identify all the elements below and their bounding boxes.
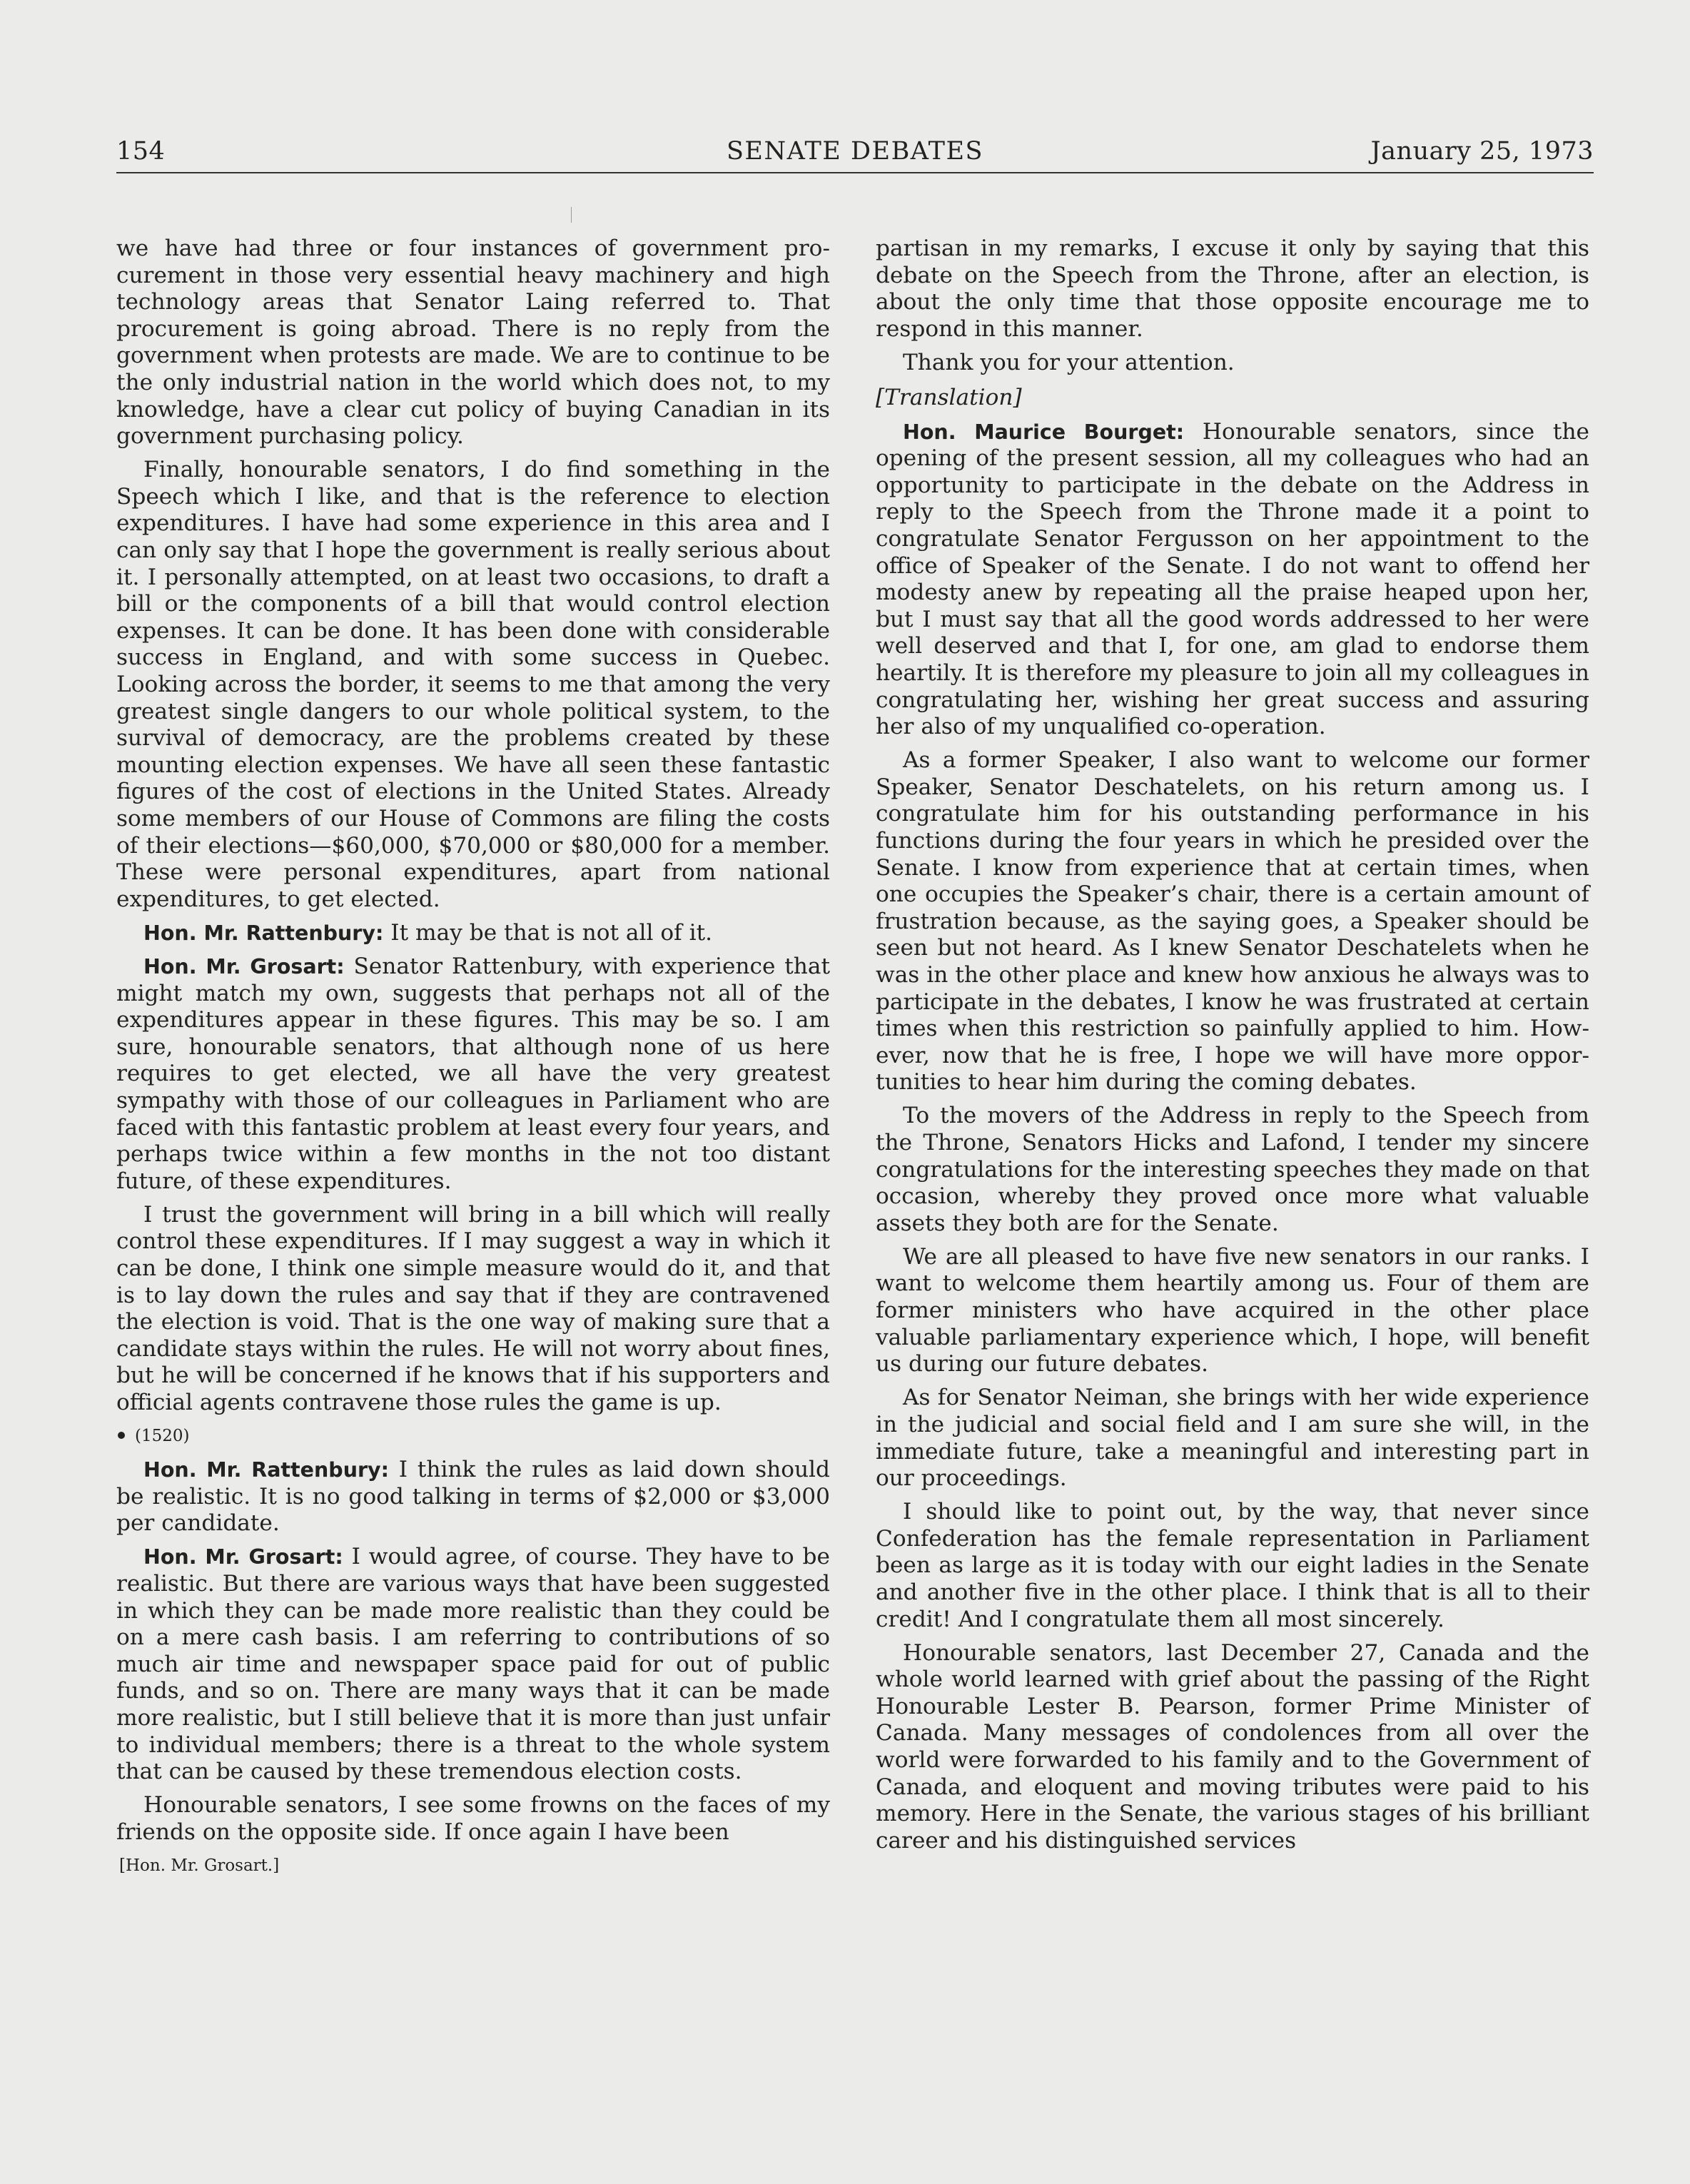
paragraph: Finally, honourable senators, I do find something in the Speech which I like, and that is the reference to election expenditures. I have had some experience in this area and I can only say that I hope the government is really serious about it. I personally attempted, on at least two occasions, to draft a bill or the components of a bill that would control election expenses. It can be done. It has been done with considerable success in England, and with some success in Quebec. Looking across the border, it seems to me that among the very greatest single dangers to our whole political system, to the survival of democracy, are the problems created by these mounting election expenses. We have all seen these fantastic figures of the cost of elections in the United States. Already some members of our House of Commons are filing the costs of their elections—$60,000, $70,000 or $80,000 for a member. These were personal expenditures, apart from national expenditures, to get elected. [116, 457, 830, 912]
speech-paragraph [116, 1457, 830, 1537]
paragraph: Honourable senators, I see some frowns on the faces of my friends on the opposite side. If once again I have been [116, 1792, 830, 1845]
speaker-name: Hon. Mr. Grosart: [143, 954, 345, 979]
header-rule [116, 172, 1594, 173]
speech-text: Honourable senators, since the opening of the present session, all my colleagues who had an opportunity to participate in the debate on the Address in reply to the Speech from the Throne made it a point to congratulate Senator Fergusson on her appointment to the office of Speaker of the Senate. I do not want to offend her modesty anew by repeating all the praise heaped upon her, but I must say that all the good words addressed to her were well deserved and that I, for one, am glad to endorse them heartily. It is therefore my pleasure to join all my colleagues in congratulating her, wishing her great success and assuring her also of my unqualified co-operation. [876, 418, 1589, 740]
speaker-attribution: [Hon. Mr. Grosart.] [119, 1856, 280, 1876]
speech-paragraph [116, 1544, 830, 1785]
speech-paragraph [116, 920, 830, 947]
speaker-name: Hon. Mr. Rattenbury: [143, 1458, 390, 1482]
paragraph: Honourable senators, last December 27, Canada and the whole world learned with grief about the passing of the Right Honourable Lester B. Pearson, former Prime Minister of Canada. Many messages of condolences from all over the world were forwarded to his family and to the Government of Canada, and eloquent and moving tributes were paid to his memory. Here in the Senate, the various stages of his brilliant career and his distinguished services [876, 1639, 1589, 1854]
time-marker-text: (1520) [135, 1427, 190, 1446]
scan-mark [571, 207, 572, 223]
speech-text: It may be that is not all of it. [390, 919, 713, 946]
paragraph: I should like to point out, by the way, that never since Confederation has the female representation in Parliament been as large as it is today with our eight ladies in the Senate and another five in the other place. I think that is all to their credit! And I congratulate them all most sincerely. [876, 1499, 1589, 1632]
speech-paragraph [116, 954, 830, 1195]
paragraph: As a former Speaker, I also want to welcome our former Speaker, Senator Deschatelets, on his return among us. I congratulate him for his outstanding performance in his functions during the four years in which he presided over the Senate. I know from experience that at certain times, when one occupies the Speaker’s chair, there is a certain amount of frustration because, as the saying goes, a Speaker should be seen but not heard. As I knew Senator Deschatelets when he was in the other place and knew how anxious he always was to participate in the debates, I know he was frustrated at certain times when this restriction so painfully applied to him. However, now that he is free, I hope we will have more opportunities to hear him during the coming debates. [876, 747, 1589, 1096]
paragraph: partisan in my remarks, I excuse it only by saying that this debate on the Speech from the Throne, after an election, is about the only time that those opposite encourage me to respond in this manner. [876, 236, 1589, 342]
paragraph: To the movers of the Address in reply to the Speech from the Throne, Senators Hicks and Lafond, I tender my sincere congratulations for the interesting speeches they made on that occasion, whereby they proved once more what valuable assets they both are for the Senate. [876, 1103, 1589, 1236]
left-column [116, 236, 830, 1887]
speech-text: Senator Rattenbury, with experience that might match my own, suggests that perhaps not all of the expenditures appear in these figures. This may be so. I am sure, honourable senators, that although none of us here requires to get elected, we all have the very greatest sympathy with those of our colleagues in Parliament who are faced with this fantastic problem at least every four years, and perhaps twice within a few months in the not too distant future, of these expenditures. [116, 953, 830, 1194]
page-header [116, 137, 1594, 174]
paragraph: Thank you for your attention. [903, 349, 1235, 375]
time-marker [118, 1423, 830, 1450]
translation-marker: [Translation] [876, 385, 1022, 411]
speaker-name: Hon. Mr. Rattenbury: [143, 921, 384, 945]
speaker-name: Hon. Mr. Grosart: [143, 1545, 343, 1569]
speech-text: I think the rules as laid down should be realistic. It is no good talking in terms of $2,000 or $3,000 per candidate. [116, 1457, 831, 1537]
speech-text: I would agree, of course. They have to be realistic. But there are various ways that have been suggested in which they can be made more realistic than they could be on a mere cash basis. I am referring to contributions of so much air time and newspaper space paid for out of public funds, and so on. There are many ways that it can be made more realistic, but I still believe that it is more than just unfair to individual members; there is a threat to the whole system that can be caused by these tremendous election costs. [116, 1544, 830, 1785]
speech-paragraph [876, 419, 1589, 741]
right-column [876, 236, 1589, 1861]
paragraph: we have had three or four instances of government procurement in those very essential heavy machinery and high technology areas that Senator Laing referred to. That procurement is going abroad. There is no reply from the government when protests are made. We are to continue to be the only industrial nation in the world which does not, to my knowledge, have a clear cut policy of buying Canadian in its government purchasing policy. [116, 236, 830, 450]
paragraph: We are all pleased to have five new senators in our ranks. I want to welcome them heartily among us. Four of them are former ministers who have acquired in the other place valuable parliamentary experience which, I hope, will benefit us during our future debates. [876, 1243, 1589, 1377]
page-number: 154 [116, 137, 166, 166]
bullet-icon [118, 1432, 125, 1439]
issue-date: January 25, 1973 [1370, 137, 1594, 166]
publication-title: SENATE DEBATES [726, 137, 984, 166]
paragraph: I trust the government will bring in a bill which will really control these expenditures. If I may suggest a way in which it can be done, I think one simple measure would do it, and that is to lay down the rules and say that if they are contravened the election is void. That is the one way of making sure that a candidate stays within the rules. He will not worry about fines, but he will be concerned if he knows that if his supporters and official agents contravene those rules the game is up. [116, 1201, 830, 1415]
paragraph: As for Senator Neiman, she brings with her wide experience in the judicial and social field and I am sure she will, in the immediate future, take a meaningful and interesting part in our proceedings. [876, 1385, 1589, 1492]
speaker-name: Hon. Maurice Bourget: [903, 420, 1185, 444]
